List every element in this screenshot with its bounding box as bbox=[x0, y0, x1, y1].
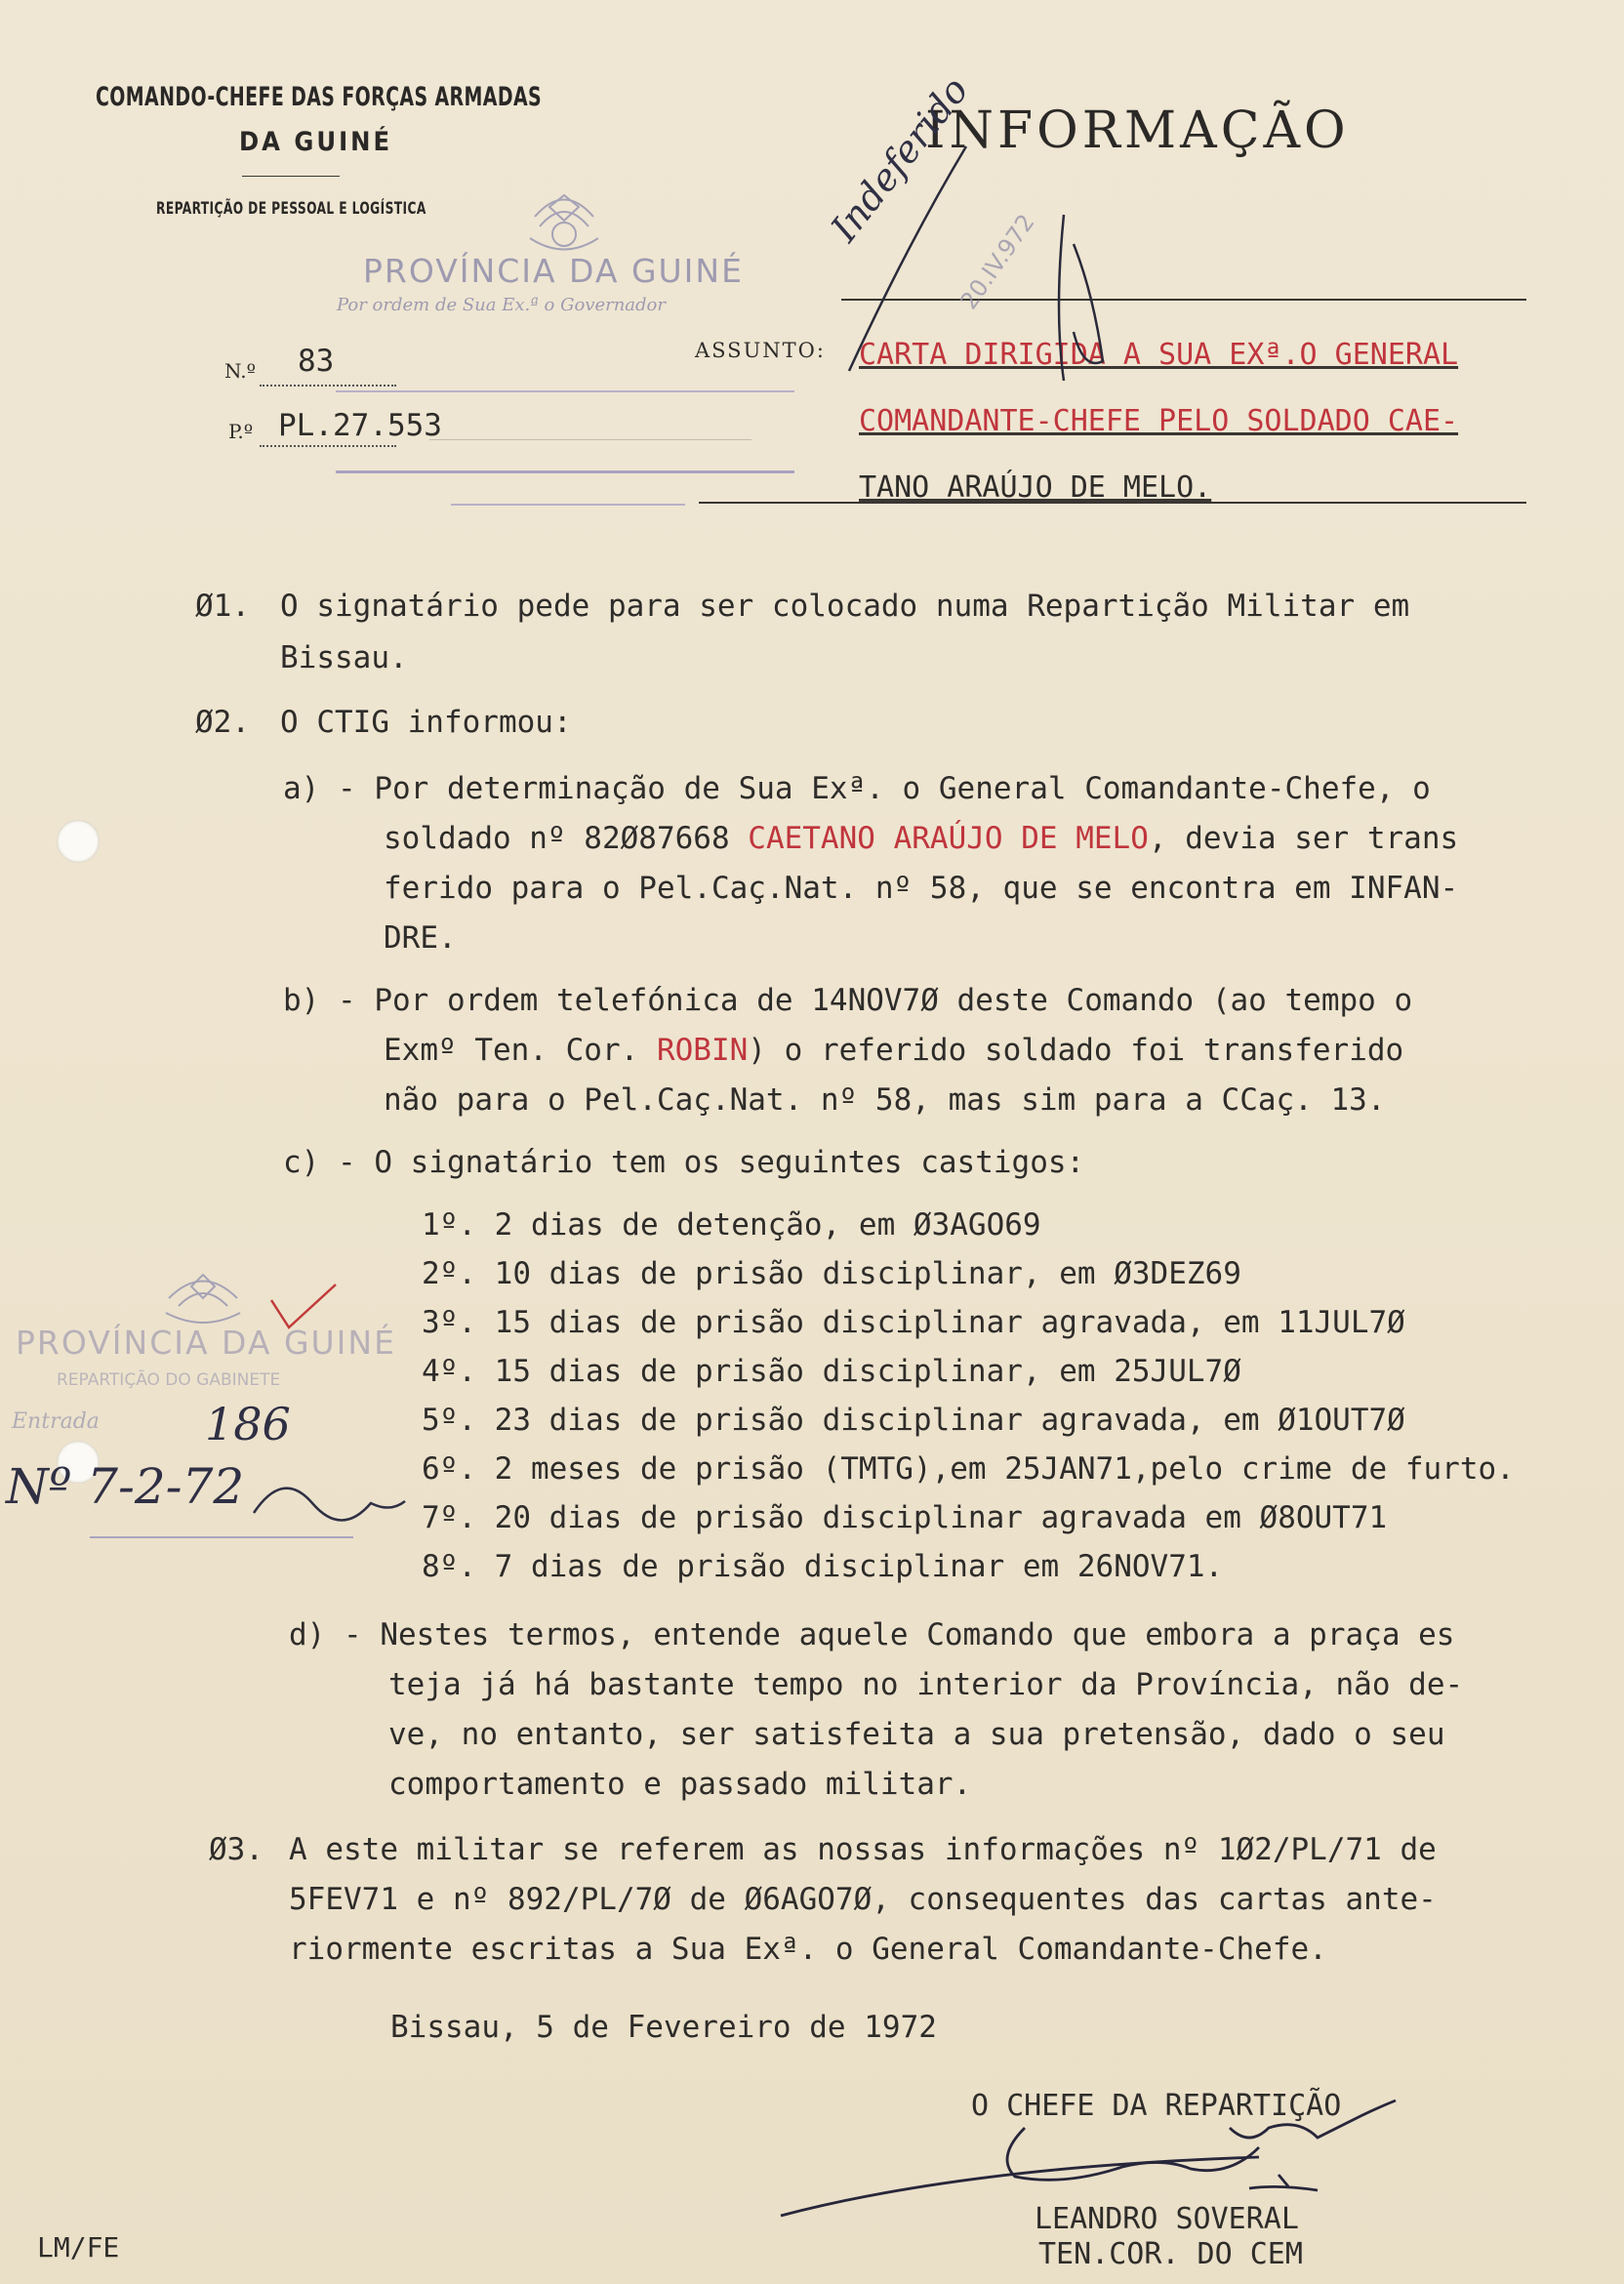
item-a-line2 bbox=[384, 814, 1458, 864]
faint-rule-4 bbox=[451, 504, 685, 506]
punishment-item: 2º. 10 dias de prisão disciplinar, em Ø3DEZ69 bbox=[422, 1256, 1241, 1291]
item-d-line3: ve, no entanto, ser satisfeita a sua pretensão, dado o seu bbox=[388, 1717, 1445, 1752]
subject-label: ASSUNTO: bbox=[695, 339, 826, 362]
handwritten-entry-scribble bbox=[244, 1464, 410, 1532]
number-value: 83 bbox=[298, 344, 335, 379]
punishment-item: 1º. 2 dias de detenção, em Ø3AGO69 bbox=[422, 1207, 1041, 1243]
document-title: INFORMAÇÃO bbox=[925, 102, 1350, 160]
province-stamp-subtitle: Por ordem de Sua Ex.ª o Governador bbox=[337, 295, 666, 315]
item-b-line2-pre: Exmº Ten. Cor. bbox=[384, 1033, 657, 1068]
item-d-line4: comportamento e passado militar. bbox=[388, 1767, 972, 1802]
item-b-line1: b) - Por ordem telefónica de 14NOV7Ø deste Comando (ao tempo o bbox=[283, 983, 1413, 1018]
punch-hole-top bbox=[57, 820, 100, 863]
subject-line2: COMANDANTE-CHEFE PELO SOLDADO CAE- bbox=[859, 404, 1459, 438]
para2-intro: O CTIG informou: bbox=[280, 705, 572, 740]
signatory-rank: TEN.COR. DO CEM bbox=[1038, 2237, 1303, 2271]
command-name-line2: DA GUINÉ bbox=[239, 127, 393, 157]
item-a-line4: DRE. bbox=[384, 920, 457, 956]
para1-line1: O signatário pede para ser colocado numa Repartição Militar em bbox=[280, 589, 1410, 624]
coat-of-arms-stamp-top bbox=[515, 178, 613, 256]
number-underline bbox=[260, 385, 396, 387]
para3-line3: riormente escritas a Sua Exª. o General Comandante-Chefe. bbox=[289, 1932, 1327, 1967]
officer-name: ROBIN bbox=[656, 1033, 749, 1068]
para3-line2: 5FEV71 e nº 892/PL/7Ø de Ø6AGO7Ø, consequentes das cartas ante- bbox=[289, 1882, 1437, 1917]
faint-rule-3 bbox=[336, 470, 794, 473]
soldier-number-text: soldado nº 82Ø87668 bbox=[384, 821, 749, 856]
item-b-line2 bbox=[384, 1026, 1403, 1076]
para3-number: Ø3. bbox=[209, 1832, 264, 1867]
left-stamp-subtitle: REPARTIÇÃO DO GABINETE bbox=[57, 1370, 281, 1390]
signatory-role: O CHEFE DA REPARTIÇÃO bbox=[971, 2089, 1342, 2123]
handwritten-entry-number: 186 bbox=[205, 1398, 291, 1450]
subject-line3: TANO ARAÚJO DE MELO. bbox=[859, 470, 1212, 505]
number-label: N.º bbox=[224, 359, 256, 383]
punishment-item: 8º. 7 dias de prisão disciplinar em 26NOV71. bbox=[422, 1549, 1224, 1584]
item-d-line2: teja já há bastante tempo no interior da Província, não de- bbox=[388, 1667, 1464, 1702]
left-stamp-rule bbox=[90, 1536, 353, 1538]
item-c-line1: c) - O signatário tem os seguintes castigos: bbox=[283, 1145, 1085, 1180]
para2-number: Ø2. bbox=[195, 705, 250, 740]
para1-line2: Bissau. bbox=[280, 640, 408, 675]
date-stamp-top: 20.IV.972 bbox=[954, 209, 1040, 315]
item-a-line1: a) - Por determinação de Sua Exª. o General Comandante-Chefe, o bbox=[283, 771, 1431, 806]
punishment-item: 7º. 20 dias de prisão disciplinar agravada em Ø8OUT71 bbox=[422, 1500, 1388, 1535]
handwritten-entry-date: Nº 7-2-72 bbox=[6, 1458, 245, 1515]
date-line: Bissau, 5 de Fevereiro de 1972 bbox=[390, 2010, 937, 2045]
left-stamp-entry-label: Entrada bbox=[12, 1409, 100, 1434]
typist-initials: LM/FE bbox=[37, 2231, 120, 2264]
para3-line1: A este militar se referem as nossas informações nº 1Ø2/PL/71 de bbox=[289, 1832, 1437, 1867]
punishment-item: 3º. 15 dias de prisão disciplinar agravada, em 11JUL7Ø bbox=[422, 1305, 1405, 1340]
subject-line1: CARTA DIRIGIDA A SUA EXª.O GENERAL bbox=[859, 338, 1459, 372]
item-a-line2-rest: , devia ser trans bbox=[1148, 821, 1459, 856]
coat-of-arms-stamp-left bbox=[154, 1259, 252, 1327]
item-b-line3: não para o Pel.Caç.Nat. nº 58, mas sim para a CCaç. 13. bbox=[384, 1082, 1386, 1118]
punishment-item: 5º. 23 dias de prisão disciplinar agravada, em Ø1OUT7Ø bbox=[422, 1403, 1405, 1438]
faint-rule-1 bbox=[336, 390, 794, 392]
item-d-line1: d) - Nestes termos, entende aquele Comando que embora a praça es bbox=[289, 1617, 1455, 1652]
command-name-line1: COMANDO-CHEFE DAS FORÇAS ARMADAS bbox=[96, 82, 543, 112]
faint-rule-2 bbox=[429, 439, 751, 440]
soldier-name: CAETANO ARAÚJO DE MELO bbox=[748, 821, 1149, 856]
para1-number: Ø1. bbox=[195, 589, 250, 624]
red-check-mark bbox=[264, 1279, 342, 1337]
item-a-line3: ferido para o Pel.Caç.Nat. nº 58, que se encontra em INFAN- bbox=[384, 871, 1459, 906]
punishment-item: 6º. 2 meses de prisão (TMTG),em 25JAN71,pelo crime de furto. bbox=[422, 1451, 1515, 1487]
department-name: REPARTIÇÃO DE PESSOAL E LOGÍSTICA bbox=[156, 199, 426, 219]
subject-rule-bottom bbox=[699, 502, 1526, 504]
left-stamp-title: PROVÍNCIA DA GUINÉ bbox=[16, 1324, 396, 1362]
province-stamp-title: PROVÍNCIA DA GUINÉ bbox=[363, 252, 744, 290]
process-label: P.º bbox=[228, 420, 254, 443]
process-underline bbox=[260, 445, 396, 447]
signatory-name: LEANDRO SOVERAL bbox=[1035, 2202, 1299, 2236]
punishment-item: 4º. 15 dias de prisão disciplinar, em 25JUL7Ø bbox=[422, 1354, 1241, 1389]
handwritten-decision: Indeferido bbox=[822, 68, 977, 250]
process-value: PL.27.553 bbox=[278, 408, 442, 443]
header-divider bbox=[242, 176, 340, 177]
item-b-line2-rest: ) o referido soldado foi transferido bbox=[748, 1033, 1404, 1068]
